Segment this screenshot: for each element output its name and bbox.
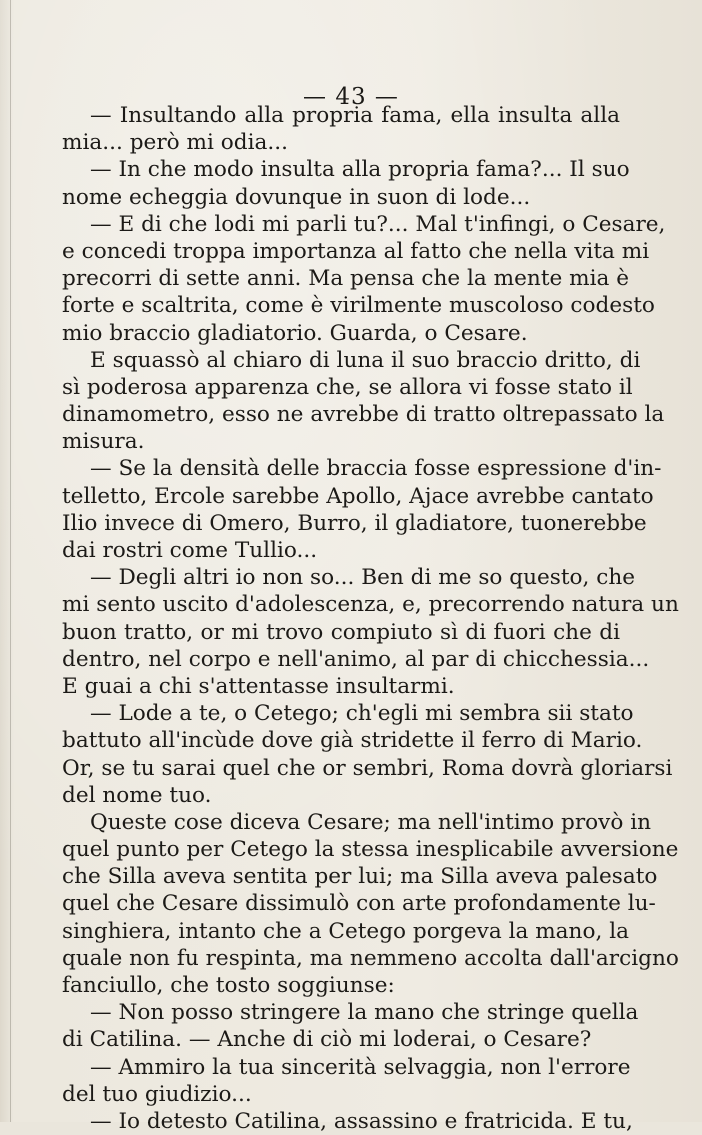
text-line: — In che modo insulta alla propria fama?... Il suo — [90, 157, 630, 183]
text-line: battuto all'incùde dove già stridette il ferro di Mario. — [62, 728, 643, 754]
text-line: dai rostri come Tullio... — [62, 538, 318, 563]
text-line: — Degli altri io non so... Ben di me so questo, che — [90, 565, 636, 591]
text-line: del nome tuo. — [62, 782, 212, 808]
text-line: — Non posso stringere la mano che stringe quella — [90, 1000, 639, 1026]
text-line: mia... però mi odia... — [62, 130, 288, 156]
text-line: forte e scaltrita, come è virilmente muscoloso codesto — [62, 293, 655, 319]
text-line: precorri di sette anni. Ma pensa che la mente mia è — [62, 266, 630, 292]
text-line: E guai a chi s'attentasse insultarmi. — [62, 673, 455, 699]
page-number: — 43 — — [303, 84, 399, 110]
text-line: mio braccio gladiatorio. Guarda, o Cesare. — [62, 320, 528, 346]
text-line: Ilio invece di Omero, Burro, il gladiatore, tuonerebbe — [62, 510, 647, 536]
text-line: — Ammiro la tua sincerità selvaggia, non l'errore — [90, 1054, 631, 1080]
body-text — [62, 102, 679, 1135]
text-line: e concedi troppa importanza al fatto che nella vita mi — [62, 238, 650, 264]
text-line: misura. — [62, 429, 145, 455]
text-line: buon tratto, or mi trovo compiuto sì di fuori che di — [62, 619, 620, 645]
text-line: del tuo giudizio... — [62, 1081, 252, 1107]
text-line: sì poderosa apparenza che, se allora vi fosse stato il — [62, 374, 633, 400]
text-line: quel che Cesare dissimulò con arte profondamente lu- — [62, 891, 656, 917]
text-line: quale non fu respinta, ma nemmeno accolta dall'arcigno — [62, 945, 679, 971]
text-line: telletto, Ercole sarebbe Apollo, Ajace avrebbe cantato — [62, 483, 654, 509]
text-line: — Lode a te, o Cetego; ch'egli mi sembra sii stato — [90, 701, 634, 727]
text-line: fanciullo, che tosto soggiunse: — [62, 973, 395, 998]
binding-edge — [10, 0, 11, 1122]
text-line: Or, se tu sarai quel che or sembri, Roma dovrà gloriarsi — [62, 755, 673, 781]
text-line: mi sento uscito d'adolescenza, e, precorrendo natura un — [62, 592, 679, 618]
text-line: dinamometro, esso ne avrebbe di tratto oltrepassato la — [62, 402, 665, 428]
text-line: di Catilina. — Anche di ciò mi loderai, o Cesare? — [62, 1027, 592, 1053]
text-line: E squassò al chiaro di luna il suo braccio dritto, di — [90, 347, 641, 373]
text-line: singhiera, intanto che a Cetego porgeva la mano, la — [62, 918, 629, 944]
text-line: — Se la densità delle braccia fosse espressione d'in- — [90, 456, 662, 482]
text-line: che Silla aveva sentita per lui; ma Silla aveva palesato — [62, 864, 658, 890]
text-line: dentro, nel corpo e nell'animo, al par di chicchessia... — [62, 646, 650, 672]
text-line: quel punto per Cetego la stessa inesplicabile avversione — [62, 837, 679, 863]
text-line: Queste cose diceva Cesare; ma nell'intimo provò in — [90, 809, 652, 835]
text-line: — Insultando alla propria fama, ella insulta alla — [90, 103, 620, 128]
text-line: — E di che lodi mi parli tu?... Mal t'infingi, o Cesare, — [90, 211, 666, 237]
text-line: — Io detesto Catilina, assassino e fratricida. E tu, — [90, 1108, 633, 1134]
text-line: nome echeggia dovunque in suon di lode... — [62, 184, 531, 210]
